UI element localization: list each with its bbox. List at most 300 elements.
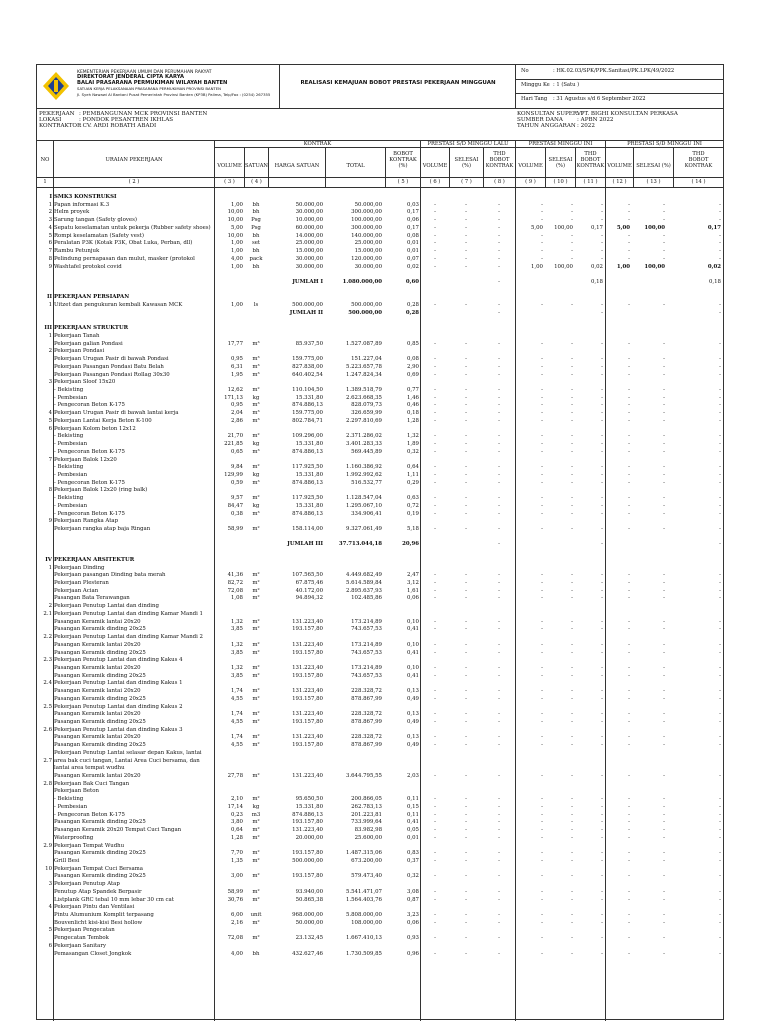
- cell-bb: 0,41: [406, 626, 419, 633]
- cell-vo: 171,13: [224, 394, 243, 401]
- cell-no: 2.8: [43, 780, 52, 787]
- cell-vo: 0,38: [230, 510, 243, 517]
- cell-c9: -: [541, 649, 543, 656]
- cell-c11: -: [601, 796, 603, 803]
- cell-hs: 110.104,50: [292, 387, 323, 393]
- cell-c8: -: [498, 803, 500, 810]
- cell-c13: -: [663, 402, 665, 409]
- cell-c12: -: [628, 510, 630, 517]
- cell-c9: -: [541, 495, 543, 502]
- cell-bb: 0,13: [406, 734, 419, 741]
- cell-c13: -: [663, 734, 665, 741]
- cell-c8: -: [498, 232, 500, 239]
- cell-c9: -: [541, 302, 543, 309]
- cell-c11: -: [601, 526, 603, 532]
- cell-c13: -: [663, 580, 665, 586]
- cell-vo: 4,55: [230, 719, 243, 725]
- cell-c10: 100,00: [554, 263, 573, 270]
- cell-to: 30.000,00: [354, 263, 382, 270]
- cell-bb: 2,47: [406, 572, 419, 579]
- cell-sa: set: [251, 240, 261, 247]
- cell-c11: -: [601, 742, 603, 749]
- col-thd: THD BOBOT KONTRAK: [485, 151, 514, 170]
- cell-hs: 158.114,00: [292, 526, 323, 532]
- cell-hs: 117.925,50: [292, 464, 323, 471]
- cell-c10: -: [571, 641, 573, 648]
- cell-ur: Grill Besi: [54, 857, 80, 864]
- cell-c8: -: [498, 410, 500, 417]
- cell-c13: -: [663, 356, 665, 363]
- cell-c13: -: [663, 248, 665, 254]
- cell-no: 3: [48, 379, 52, 386]
- cell-c6: -: [434, 719, 436, 725]
- cell-c9: -: [541, 857, 543, 864]
- cell-hs: 640.402,54: [292, 371, 323, 378]
- cell-c6: -: [434, 433, 436, 440]
- cell-c14: -: [719, 510, 721, 517]
- cell-c7: -: [465, 896, 467, 903]
- cell-c6: -: [434, 950, 436, 957]
- cell-c14: -: [719, 811, 721, 818]
- cell-bb: 0,64: [406, 464, 419, 471]
- cell-c13: -: [663, 479, 665, 486]
- org-line: BALAI PRASARANA PERMUKIMAN WILAYAH BANTEN: [77, 79, 228, 86]
- cell-no: 2.2: [43, 634, 52, 640]
- cell-c10: -: [571, 495, 573, 502]
- cell-c10: -: [571, 626, 573, 633]
- cell-c10: -: [571, 255, 573, 262]
- cell-ur: - Pengecoran Beton K-175: [54, 448, 125, 455]
- cell-hs: 193.157,80: [292, 649, 323, 656]
- cell-c10: -: [571, 410, 573, 417]
- cell-c12: -: [628, 850, 630, 857]
- info-label: KONTRAKTOR: [39, 123, 82, 129]
- cell-c8: -: [498, 448, 500, 455]
- cell-vo: 17,77: [227, 340, 243, 347]
- cell-c14: -: [719, 857, 721, 864]
- cell-ur: Pekerjaan Penutup Lantai dan dinding Kakus 2: [54, 703, 183, 710]
- cell-c14: -: [719, 572, 721, 579]
- cell-ur: Washtafel protokol covid: [54, 263, 122, 270]
- cell-vo: 1,08: [230, 595, 243, 602]
- section-row: [37, 556, 723, 564]
- col-volume: VOLUME: [422, 163, 448, 169]
- cell-hs: 93.940,00: [295, 888, 323, 895]
- cell-ur b: SMK3 KONSTRUKSI: [54, 194, 117, 200]
- cell-vo: 27,78: [227, 773, 243, 779]
- cell-c7: -: [465, 572, 467, 579]
- cell-c14: -: [719, 209, 721, 216]
- cell-c8: -: [498, 626, 500, 633]
- cell-c8: -: [498, 209, 500, 216]
- cell-c11: -: [601, 255, 603, 262]
- cell-c13: -: [663, 919, 665, 926]
- cell-c6: -: [434, 510, 436, 517]
- cell-c6: -: [434, 356, 436, 363]
- cell-c6: -: [434, 448, 436, 455]
- cell-to: 120.000,00: [351, 255, 382, 262]
- cell-no: 2.9: [43, 842, 52, 849]
- cell-bb: 0,87: [406, 896, 419, 903]
- cell-hs: 827.838,00: [292, 363, 323, 370]
- cell-c12: -: [628, 471, 630, 478]
- cell-c13: -: [663, 209, 665, 216]
- cell-c7: -: [465, 371, 467, 378]
- cell-ur: Uitzet dan pengukuran kembali Kawasan MCK: [54, 302, 183, 309]
- cell-ur: Pasangan Keramik 20x20 Tempat Cuci Tangan: [54, 827, 182, 833]
- cell-c12: -: [628, 773, 630, 779]
- cell-c12: -: [628, 340, 630, 347]
- cell-c6: -: [434, 441, 436, 447]
- cell-to: 228.328,72: [351, 734, 382, 741]
- cell-vo: 58,99: [227, 526, 243, 532]
- cell-sa: m²: [252, 873, 260, 880]
- cell-c14: -: [719, 394, 721, 401]
- cell-ur: Pintu Alumunium Komplit terpasang: [54, 912, 154, 918]
- cell-c12: -: [628, 371, 630, 378]
- cell-vo: 0,95: [230, 356, 243, 363]
- cell-c14: -: [719, 502, 721, 509]
- cell-ur: Pekerjaan Balok 12x20: [54, 456, 117, 463]
- cell-c9: -: [541, 371, 543, 378]
- col-number: ( 3 ): [224, 179, 235, 185]
- cell-c7: -: [465, 263, 467, 270]
- cell-c8: -: [498, 224, 500, 231]
- cell-no: 6: [48, 240, 52, 247]
- cell-c10: -: [571, 819, 573, 826]
- table-row: [37, 865, 723, 873]
- cell-bb: 0,28: [406, 302, 419, 309]
- cell-hs: 10.000,00: [295, 217, 323, 224]
- cell-c6: -: [434, 495, 436, 502]
- cell-c13: -: [663, 587, 665, 594]
- cell-c10: -: [571, 479, 573, 486]
- cell-ur: - Pengecoran Beton K-175: [54, 510, 125, 517]
- info-value: : PT. BIGHI KONSULTAN PERKASA: [577, 111, 678, 117]
- cell-c7: -: [465, 510, 467, 517]
- cell-c11: -: [601, 572, 603, 579]
- cell-c7: -: [465, 201, 467, 208]
- cell-ur: Pekerjaan Penutup Lantai dan dinding Kakus 1: [54, 680, 183, 687]
- cell-bb: 0,96: [406, 950, 419, 957]
- cell-c10: -: [571, 827, 573, 833]
- cell-c13: -: [663, 464, 665, 471]
- cell-c12: -: [628, 734, 630, 741]
- cell-bb: 0,49: [406, 695, 419, 702]
- cell-c9: -: [541, 672, 543, 679]
- cell-c7: -: [465, 224, 467, 231]
- cell-c12: -: [628, 827, 630, 833]
- cell-ur: area bak cuci tangan, Lantai Area Cuci bersama, dan: [54, 757, 200, 764]
- info-value: : APBN 2022: [577, 117, 614, 123]
- cell-sa: m²: [252, 719, 260, 725]
- cell-c14: -: [719, 201, 721, 208]
- cell-c12: -: [628, 387, 630, 393]
- cell-ur: Pekerjaan Penutup Lantai selasar depan Kakus, lantai: [54, 749, 202, 756]
- cell-sa: ls: [253, 302, 259, 309]
- cell-c7: -: [465, 719, 467, 725]
- cell-c10: -: [571, 587, 573, 594]
- cell-c14: -: [719, 595, 721, 602]
- cell-c10: -: [571, 912, 573, 918]
- cell-c9: -: [541, 711, 543, 718]
- cell-hs: 23.132,45: [295, 935, 323, 942]
- cell-c11: -: [601, 410, 603, 417]
- cell-c10: -: [571, 302, 573, 309]
- cell-c7: -: [465, 796, 467, 803]
- cell-vo: 4,00: [230, 950, 243, 957]
- cell-c12: -: [628, 742, 630, 749]
- cell-hs: 30.000,00: [295, 263, 323, 270]
- cell-c8: -: [498, 912, 500, 918]
- cell-ur: Pasangan Keramik dinding 20x25: [54, 695, 146, 702]
- project-info-right: [517, 111, 678, 129]
- cell-c11: -: [601, 672, 603, 679]
- cell-c13: -: [663, 711, 665, 718]
- cell-c7: -: [465, 240, 467, 247]
- cell-hs: 50.865,38: [295, 896, 323, 903]
- divider: [515, 79, 723, 80]
- cell-c7: -: [465, 811, 467, 818]
- cell-c14: -: [719, 834, 721, 841]
- cell-no b: III: [44, 325, 52, 332]
- cell-sa: m³: [252, 479, 260, 486]
- cell-c7: -: [465, 742, 467, 749]
- cell-c8: -: [498, 695, 500, 702]
- cell-c11: -: [601, 857, 603, 864]
- cell-c10: 100,00: [554, 224, 573, 231]
- cell-c9: -: [541, 356, 543, 363]
- cell-ur: Pekerjaan Balok 12x20 (ring balk): [54, 487, 148, 494]
- cell-c8: -: [498, 363, 500, 370]
- cell-c8: -: [498, 618, 500, 625]
- cell-c8: -: [498, 356, 500, 363]
- cell-c13: -: [663, 912, 665, 918]
- cell-ur: Penutup Atap Spandek Berpasir: [54, 888, 142, 895]
- cell-c12: -: [628, 796, 630, 803]
- cell-c8: -: [498, 919, 500, 926]
- cell-bb: 1,89: [406, 441, 419, 447]
- col-selesai: SELESAI (%): [548, 157, 573, 170]
- divider: [515, 65, 516, 108]
- cell-c11: -: [601, 695, 603, 702]
- report-title: REALISASI KEMAJUAN BOBOT PRESTASI PEKERJAAN MINGGUAN: [300, 80, 496, 86]
- cell-no: 7: [48, 456, 52, 463]
- cell-sa: m³: [252, 371, 260, 378]
- cell-no: 2.5: [43, 703, 52, 710]
- cell-hs: 14.000,00: [295, 232, 323, 239]
- cell-c7: -: [465, 695, 467, 702]
- cell-c12: -: [628, 248, 630, 254]
- cell-c6: -: [434, 587, 436, 594]
- cell-hs: 500.000,00: [292, 302, 323, 309]
- cell-c14: -: [719, 526, 721, 532]
- cell-sa: m²: [252, 672, 260, 679]
- cell-to: 108.000,00: [351, 919, 382, 926]
- cell-c12: -: [628, 688, 630, 695]
- cell-c10: -: [571, 448, 573, 455]
- cell-no: 4: [48, 224, 52, 231]
- cell-c7: -: [465, 363, 467, 370]
- cell-ur: - Pengecoran Beton K-175: [54, 811, 125, 818]
- info-label: SUMBER DANA: [517, 117, 563, 123]
- cell-c9: -: [541, 888, 543, 895]
- cell-bb: 0,02: [406, 263, 419, 270]
- cell-ur: Pasangan Keramik lantai 20x20: [54, 688, 141, 695]
- cell-c14: -: [719, 803, 721, 810]
- cell-ur: Pekerjaan Beton: [54, 788, 99, 795]
- cell-sa: bh: [252, 232, 260, 239]
- cell-c13: -: [663, 641, 665, 648]
- cell-c6: -: [434, 371, 436, 378]
- cell-c12: -: [628, 417, 630, 424]
- cell-c8: -: [498, 541, 500, 548]
- cell-c8: -: [498, 827, 500, 833]
- cell-c6: -: [434, 935, 436, 942]
- cell-vo: 1,95: [230, 371, 243, 378]
- cell-c9: -: [541, 479, 543, 486]
- cell-c10: -: [571, 387, 573, 393]
- cell-c8: -: [498, 896, 500, 903]
- cell-vo: 82,72: [227, 580, 243, 586]
- cell-bb: 1,11: [406, 471, 419, 478]
- cell-bb: 0,19: [406, 510, 419, 517]
- cell-ur: - Bekisting: [54, 387, 84, 393]
- cell-c13 b: 100,00: [644, 224, 665, 231]
- cell-c7: -: [465, 433, 467, 440]
- cell-c11: -: [601, 502, 603, 509]
- cell-c9: -: [541, 896, 543, 903]
- cell-ur: Pekerjaan Penutup Lantai dan dinding Kakus 4: [54, 657, 183, 664]
- cell-c12: -: [628, 649, 630, 656]
- col-selesai: SELESAI (%): [636, 163, 671, 169]
- cell-c7: -: [465, 255, 467, 262]
- cell-c14: -: [719, 371, 721, 378]
- cell-c13: -: [663, 217, 665, 224]
- cell-c7: -: [465, 356, 467, 363]
- cell-sa: m²: [252, 695, 260, 702]
- cell-c7: -: [465, 595, 467, 602]
- col-number: ( 12 ): [612, 179, 627, 185]
- cell-to: 334.906,41: [351, 510, 382, 517]
- col-volume: VOLUME: [217, 163, 242, 169]
- cell-hs: 60.000,00: [295, 224, 323, 231]
- table-row: [37, 479, 723, 487]
- cell-c10: -: [571, 873, 573, 880]
- cell-to: 4.449.682,49: [345, 572, 382, 579]
- cell-c12 b: 1,00: [616, 263, 630, 270]
- cell-sa: m²: [252, 919, 260, 926]
- cell-c13: -: [663, 340, 665, 347]
- table-row: [37, 633, 723, 641]
- cell-to: 878.867,99: [351, 695, 382, 702]
- cell-c10: -: [571, 811, 573, 818]
- table-row: [37, 517, 723, 525]
- cell-bb: 0,06: [406, 919, 419, 926]
- cell-c9: -: [541, 387, 543, 393]
- cell-c12: -: [628, 217, 630, 224]
- cell-vo: 30,76: [227, 896, 243, 903]
- cell-hs: 193.157,80: [292, 626, 323, 633]
- col-thd: THD BOBOT KONTRAK: [576, 151, 605, 170]
- cell-c13: -: [663, 850, 665, 857]
- cell-sa: m²: [252, 641, 260, 648]
- cell-c6: -: [434, 672, 436, 679]
- cell-ur: Pasangan Keramik dinding 20x25: [54, 626, 146, 633]
- col-number: 1: [43, 179, 47, 185]
- table-row: [37, 672, 723, 680]
- cell-c12: -: [628, 526, 630, 532]
- cell-c12: -: [628, 502, 630, 509]
- cell-no: 2.4: [43, 680, 52, 687]
- cell-to: 228.328,72: [351, 711, 382, 718]
- cell-sa: Psg: [251, 224, 261, 231]
- cell-c11: -: [601, 912, 603, 918]
- cell-c8: -: [498, 371, 500, 378]
- cell-c14: -: [719, 919, 721, 926]
- cell-bb: 0,13: [406, 711, 419, 718]
- cell-c6: -: [434, 526, 436, 532]
- cell-bb: 1,61: [406, 587, 419, 594]
- cell-c8: -: [498, 240, 500, 247]
- cell-ur: Pengecatan Tembok: [54, 935, 109, 942]
- cell-c6: -: [434, 819, 436, 826]
- cell-c14: -: [719, 363, 721, 370]
- cell-c12: -: [628, 819, 630, 826]
- cell-hs: 193.157,80: [292, 873, 323, 880]
- cell-c14: -: [719, 240, 721, 247]
- cell-c12: -: [628, 255, 630, 262]
- cell-c9: -: [541, 209, 543, 216]
- cell-c14: -: [719, 827, 721, 833]
- cell-c13: -: [663, 302, 665, 309]
- cell-c9: -: [541, 410, 543, 417]
- cell-hs: 50.000,00: [295, 919, 323, 926]
- cell-sa: kg: [252, 441, 260, 447]
- cell-ur: Pasangan Keramik dinding 20x25: [54, 742, 146, 749]
- cell-c8: -: [498, 595, 500, 602]
- cell-c12: -: [628, 857, 630, 864]
- cell-hs: 95.650,50: [295, 796, 323, 803]
- cell-c8: -: [498, 649, 500, 656]
- cell-no: 1: [48, 302, 52, 309]
- cell-sa: bh: [252, 248, 260, 254]
- cell-c6: -: [434, 402, 436, 409]
- col-number: ( 2 ): [128, 179, 140, 185]
- cell-c9: -: [541, 719, 543, 725]
- col-number: ( 7 ): [461, 179, 472, 185]
- cell-ur: Pekerjaan Penutup Lantai dan dinding Kamar Mandi 1: [54, 610, 203, 617]
- cell-no: 1: [48, 201, 52, 208]
- col-sdini: PRESTASI S/D MINGGU INI: [627, 141, 702, 147]
- cell-c10: -: [571, 526, 573, 532]
- cell-sa: kg: [252, 394, 260, 401]
- cell-ur: - Bekisting: [54, 495, 84, 502]
- cell-sa: m²: [252, 626, 260, 633]
- table-row: [37, 594, 723, 602]
- cell-c14: -: [719, 850, 721, 857]
- col-number: ( 13 ): [646, 179, 661, 185]
- cell-bb: 0,41: [406, 672, 419, 679]
- cell-vo: 1,32: [230, 618, 243, 625]
- cell-c7: -: [465, 857, 467, 864]
- cell-c8: -: [498, 309, 500, 316]
- cell-c6: -: [434, 471, 436, 478]
- cell-ur: Pekerjaan Pengecatan: [54, 927, 115, 934]
- cell-c7: -: [465, 803, 467, 810]
- cell-sa: m²: [252, 464, 260, 471]
- cell-hs: 131.223,40: [292, 664, 323, 671]
